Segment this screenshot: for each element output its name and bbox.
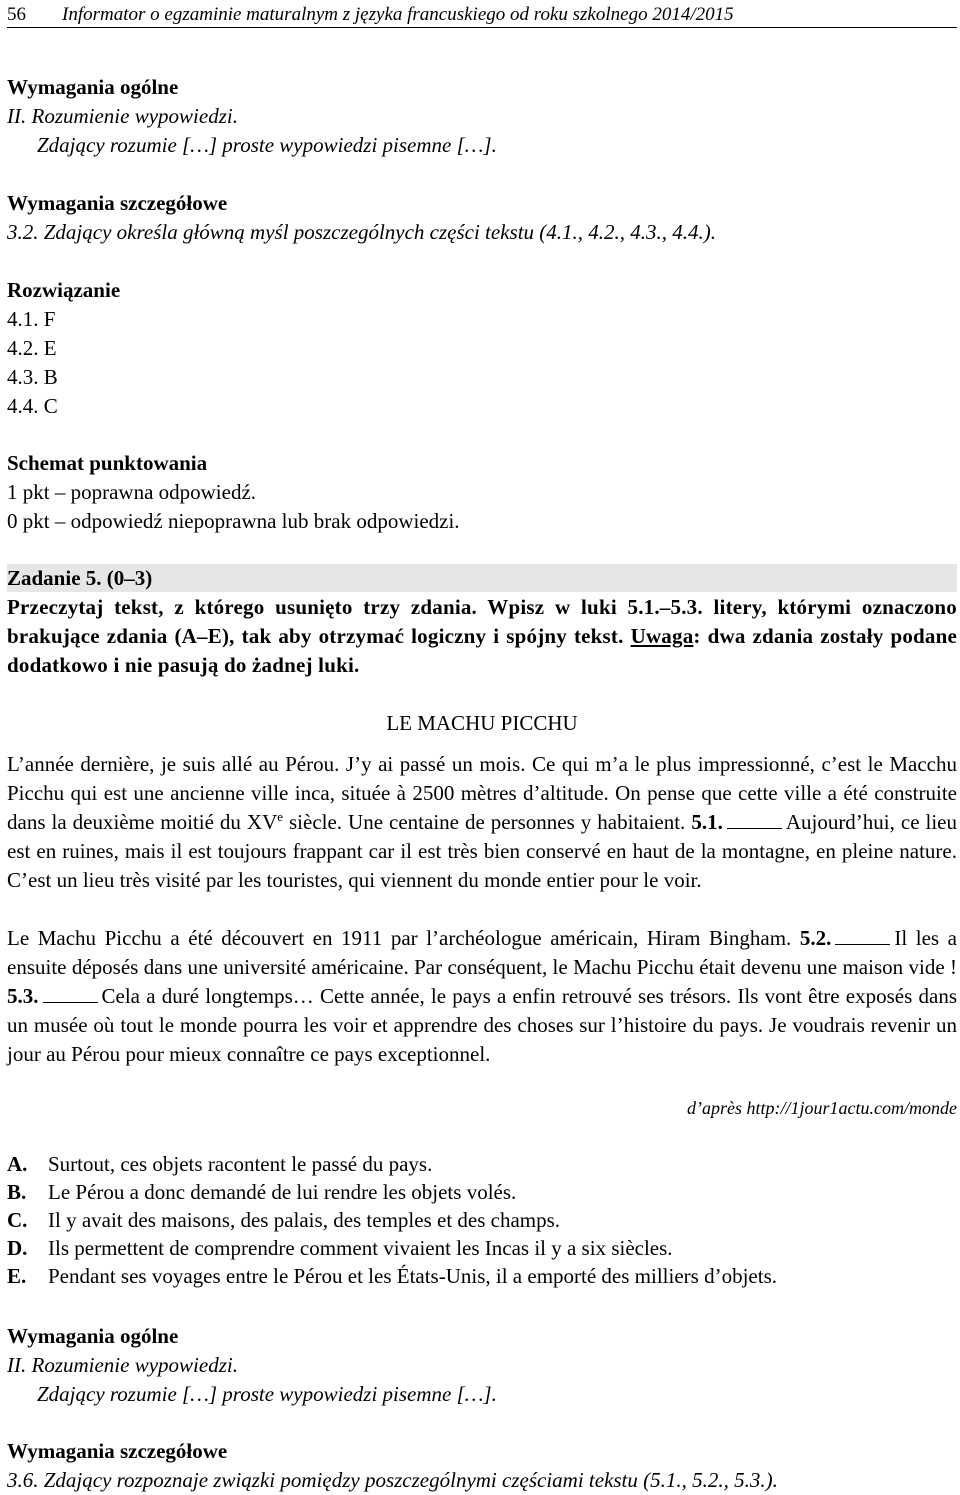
general-line-2: Zdający rozumie […] proste wypowiedzi pisemne […]. (37, 133, 497, 157)
note-text: : dwa zdania zostały podane dodatkowo i nie pasują do żadnej luki. (7, 624, 958, 677)
task-title: Zadanie 5. (0–3) (7, 564, 957, 592)
gap-blank[interactable] (727, 812, 782, 829)
option-letter: A. (7, 1152, 28, 1176)
reading-paragraph-1 (7, 750, 957, 895)
header-title: Informator o egzaminie maturalnym z języka francuskiego od roku szkolnego 2014/2015 (62, 4, 734, 25)
paragraph-text: Il les a ensuite déposés dans une université américaine. Par conséquent, le Machu Picchu était devenu une maison vide ! (7, 926, 957, 979)
answer-item: 4.4. C (7, 394, 58, 418)
answer-item: 4.2. E (7, 336, 57, 360)
paragraph-text: Le Machu Picchu a été découvert en 1911 par l’archéologue américain, Hiram Bingham. (7, 926, 800, 950)
option-item (7, 1150, 957, 1178)
general-line-2: Zdający rozumie […] proste wypowiedzi pisemne […]. (37, 1382, 497, 1406)
gap-blank[interactable] (835, 928, 890, 945)
heading-solution: Rozwiązanie (7, 278, 121, 302)
heading-detailed: Wymagania szczegółowe (7, 1439, 228, 1463)
paragraph-text: Aujourd’hui, ce lieu est en ruines, mais il est toujours frappant car il est très bien conservé en haut de la montagne, en pleine nature. C’est un lieu très visité par les touristes, qui viennent du monde entier pour le voir. (7, 810, 958, 892)
option-letter: E. (7, 1264, 27, 1288)
option-letter: C. (7, 1208, 28, 1232)
heading-scoring: Schemat punktowania (7, 451, 208, 475)
header-rule (7, 27, 957, 28)
page-header (7, 0, 957, 30)
option-text: Il y avait des maisons, des palais, des temples et des champs. (48, 1208, 561, 1232)
option-letter: B. (7, 1180, 27, 1204)
option-item (7, 1206, 957, 1234)
options-list (7, 1150, 957, 1290)
source-citation: d’après http://1jour1actu.com/monde (687, 1098, 957, 1118)
requirements-detailed-2 (7, 1437, 957, 1495)
instruction-text: Przeczytaj tekst, z którego usunięto trzy zdania. Wpisz w luki 5.1.–5.3. litery, którymi oznaczono brakujące zdania (A–E), tak aby otrzymać logiczny i spójny tekst. (7, 595, 957, 648)
requirements-general-1 (7, 73, 957, 160)
option-text: Le Pérou a donc demandé de lui rendre les objets volés. (48, 1180, 517, 1204)
option-item (7, 1178, 957, 1206)
note-label: Uwaga (630, 624, 694, 648)
detailed-line: 3.2. Zdający określa główną myśl poszczególnych części tekstu (4.1., 4.2., 4.3., 4.4.). (7, 220, 717, 244)
heading-detailed: Wymagania szczegółowe (7, 191, 228, 215)
gap-label: 5.1. (691, 810, 723, 834)
scoring-line: 0 pkt – odpowiedź niepoprawna lub brak odpowiedzi. (7, 509, 460, 533)
page-number: 56 (7, 4, 26, 25)
scoring-line: 1 pkt – poprawna odpowiedź. (7, 480, 257, 504)
option-text: Surtout, ces objets racontent le passé du pays. (48, 1152, 433, 1176)
superscript: e (277, 809, 284, 824)
answer-item: 4.3. B (7, 365, 58, 389)
option-letter: D. (7, 1236, 28, 1260)
requirements-detailed-1 (7, 189, 957, 247)
gap-blank[interactable] (43, 986, 98, 1003)
paragraph-text: L’année dernière, je suis allé au Pérou. J’y ai passé un mois. Ce qui m’a le plus impressionné, c’est le Macchu Picchu qui est une ancienne ville inca, située à 2500 mètres d’altitude. On pense que cette ville a été construite dans la deuxième moitié du XV (7, 752, 957, 834)
detailed-line: 3.6. Zdający rozpoznaje związki pomiędzy poszczególnymi częściami tekstu (5.1., 5.2., 5.3.). (7, 1468, 778, 1492)
requirements-general-2 (7, 1322, 957, 1409)
gap-label: 5.2. (799, 926, 832, 950)
answer-item: 4.1. F (7, 307, 56, 331)
heading-general: Wymagania ogólne (7, 1324, 179, 1348)
reading-paragraph-2 (7, 924, 957, 1069)
scoring-block (7, 449, 957, 536)
paragraph-text: siècle. Une centaine de personnes y habitaient. (283, 810, 692, 834)
general-line-1: II. Rozumienie wypowiedzi. (7, 1353, 238, 1377)
option-text: Pendant ses voyages entre le Pérou et les États-Unis, il a emporté des milliers d’objets. (48, 1264, 777, 1288)
paragraph-text: Cela a duré longtemps… Cette année, le pays a enfin retrouvé ses trésors. Ils vont être exposés dans un musée où tout le monde pourra les voir et apprendre des choses sur l’histoire du pays. Je voudrais revenir un jour au Pérou pour mieux connaître ce pays exceptionnel. (7, 984, 957, 1066)
option-item (7, 1262, 957, 1290)
text-title: LE MACHU PICCHU (386, 711, 578, 735)
task-instruction (7, 593, 957, 680)
gap-label: 5.3. (7, 984, 39, 1008)
solution-block (7, 276, 957, 421)
general-line-1: II. Rozumienie wypowiedzi. (7, 104, 238, 128)
option-item (7, 1234, 957, 1262)
option-text: Ils permettent de comprendre comment vivaient les Incas il y a six siècles. (48, 1236, 673, 1260)
heading-general: Wymagania ogólne (7, 75, 179, 99)
